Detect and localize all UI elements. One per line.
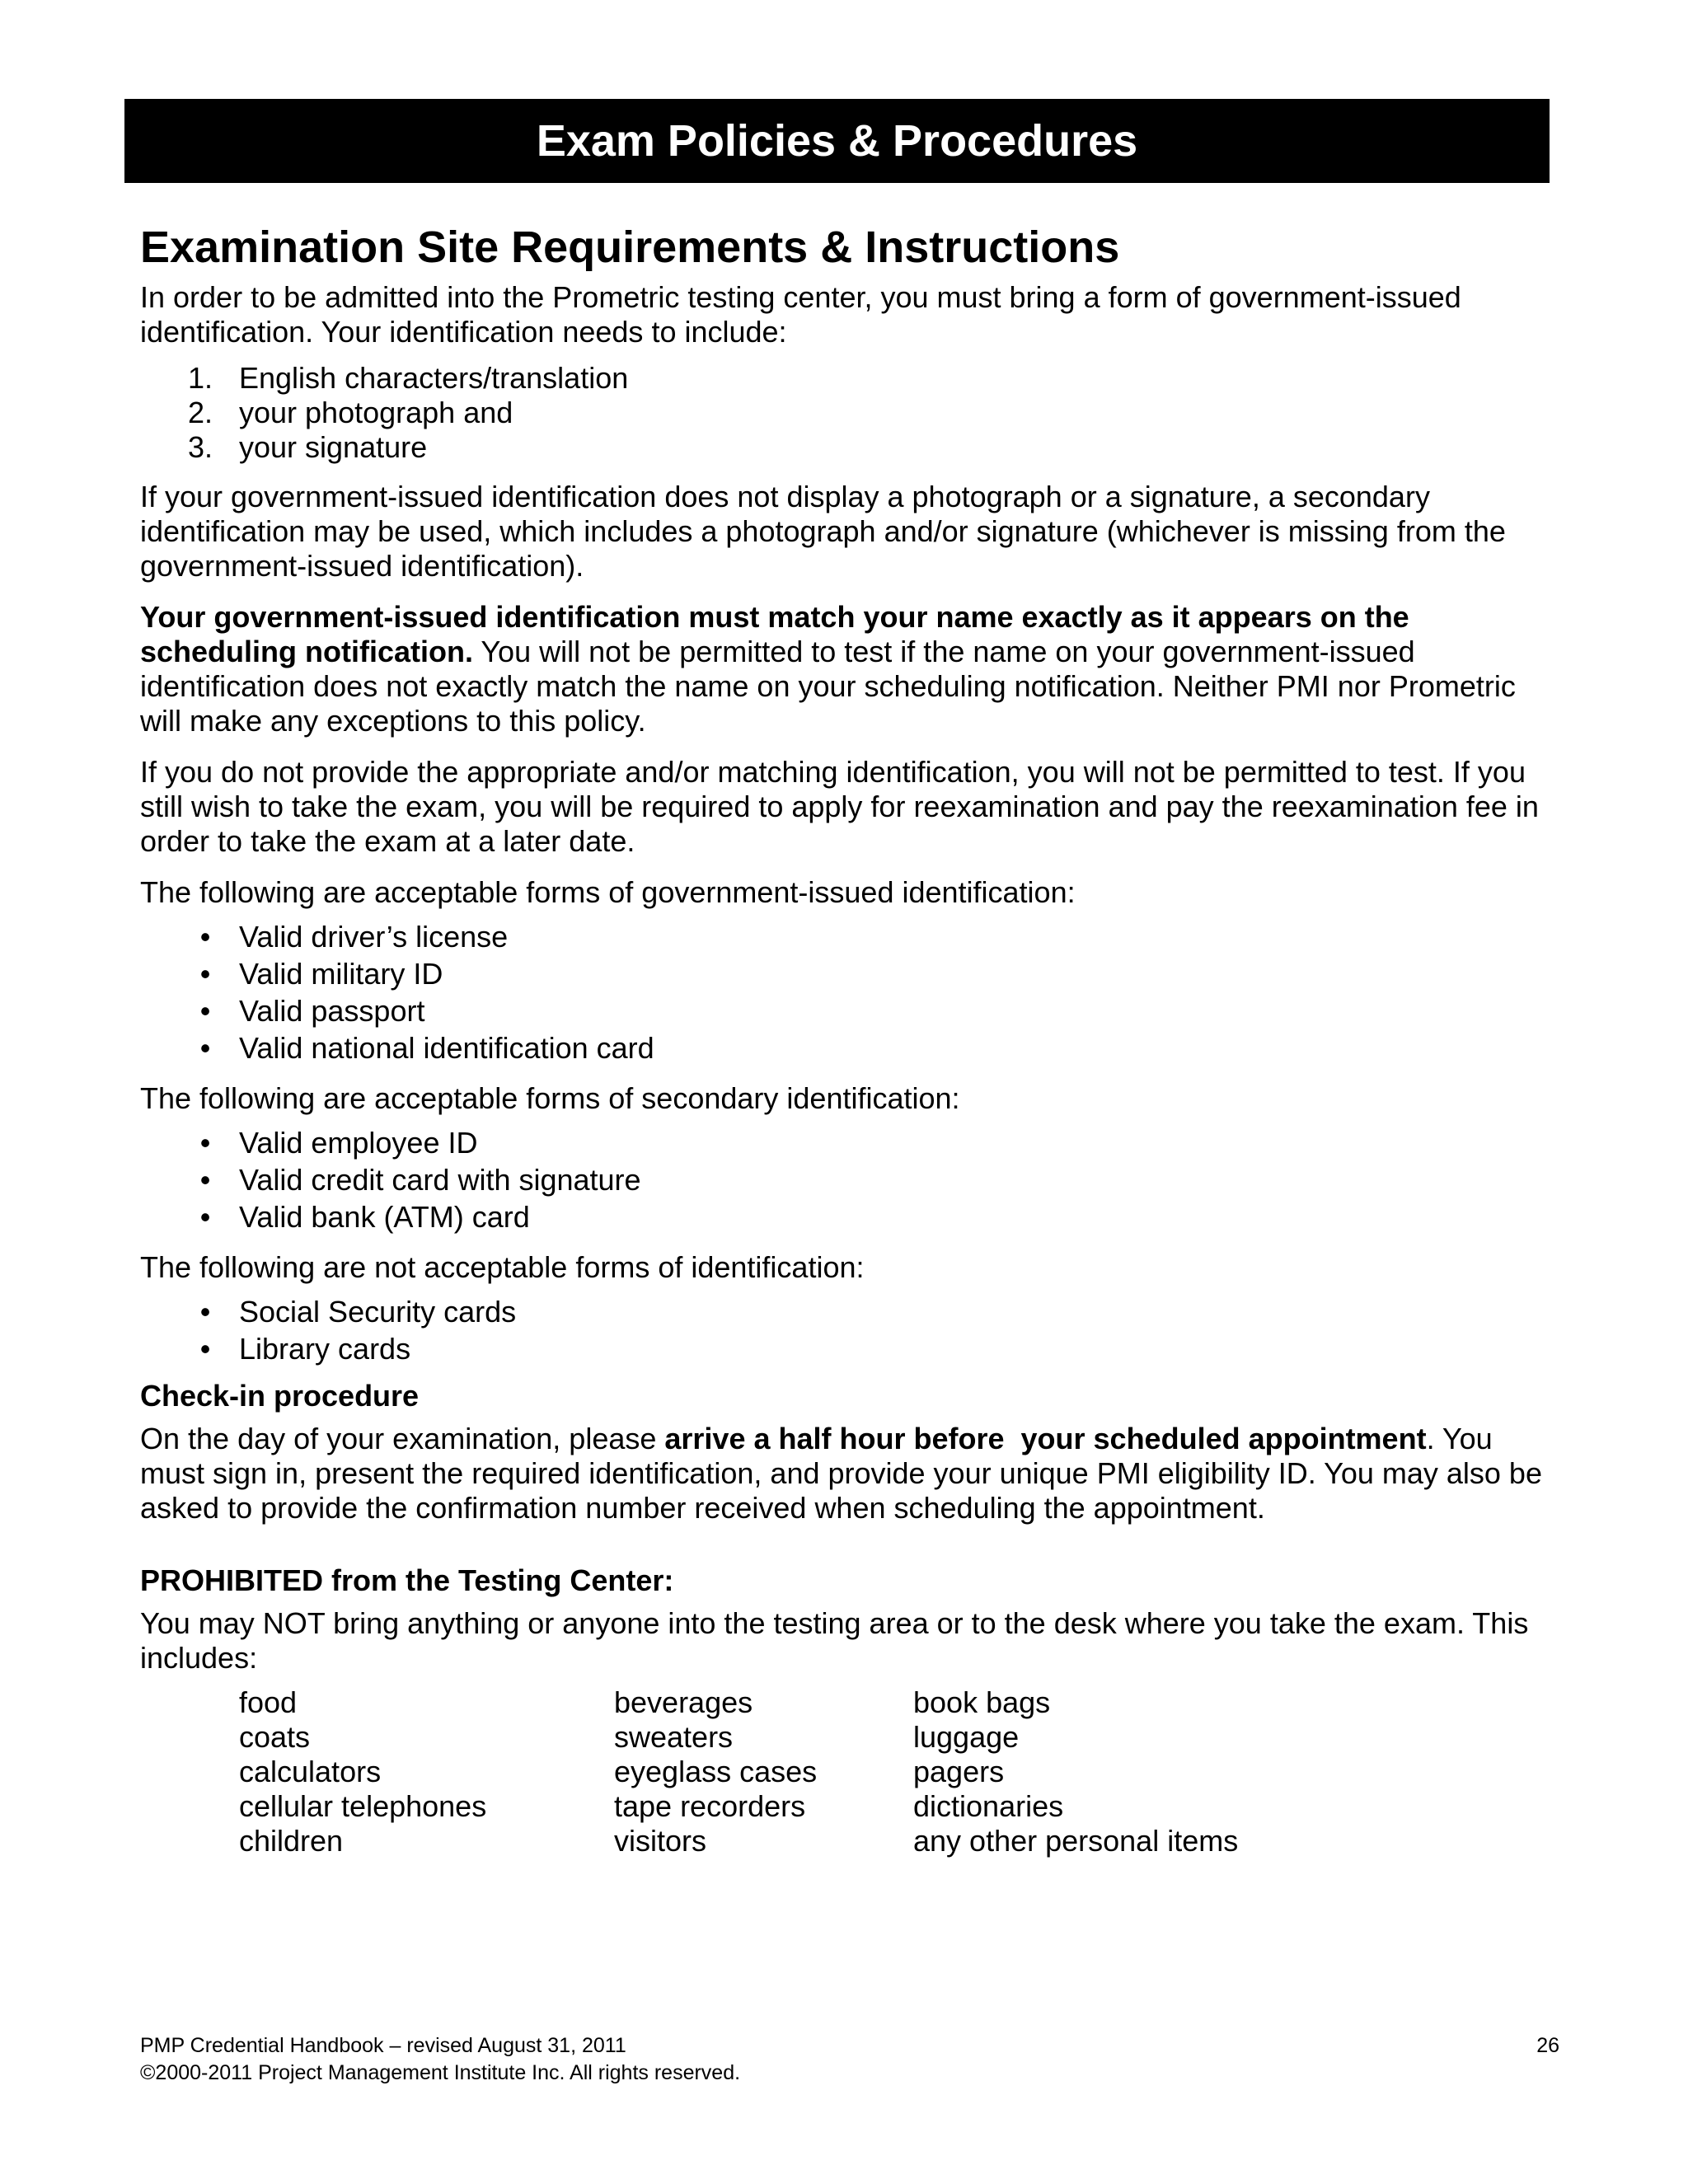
prohibited-item: calculators <box>239 1755 382 1788</box>
gov-id-intro: The following are acceptable forms of government-issued identification: <box>140 875 1076 909</box>
list-item-text: English characters/translation <box>239 361 629 395</box>
list-item <box>140 992 1558 1029</box>
no-id-paragraph: If you do not provide the appropriate and/or matching identification, you will not be permitted to test. If you still wish to take the exam, you will be required to apply for reexamination and pay the reexamination fee in order to take the exam at a later date. <box>140 755 1539 858</box>
bullet-icon: • <box>199 994 211 1028</box>
bullet-icon: • <box>199 1332 211 1366</box>
prohibited-item: book bags <box>913 1685 1051 1719</box>
prohibited-item: sweaters <box>614 1720 734 1754</box>
list-item <box>140 1198 1558 1235</box>
list-number: 3. <box>188 430 213 464</box>
list-number: 1. <box>188 361 213 395</box>
prohibited-item: visitors <box>614 1824 707 1858</box>
list-item-text: Valid passport <box>239 994 425 1028</box>
prohibited-item: luggage <box>913 1720 1020 1754</box>
prohibited-heading: PROHIBITED from the Testing Center: <box>140 1563 674 1597</box>
prohibited-item: tape recorders <box>614 1789 806 1823</box>
list-item <box>140 430 1558 465</box>
prohibited-item: children <box>239 1824 344 1858</box>
not-acceptable-intro: The following are not acceptable forms of identification: <box>140 1250 865 1284</box>
checkin-paragraph <box>140 1422 1558 1526</box>
prohibited-item: pagers <box>913 1755 1005 1788</box>
list-item <box>140 918 1558 955</box>
checkin-heading: Check-in procedure <box>140 1379 420 1413</box>
list-item <box>140 1124 1558 1161</box>
list-item-text: Library cards <box>239 1332 411 1366</box>
list-number: 2. <box>188 396 213 429</box>
prohibited-intro: You may NOT bring anything or anyone into the testing area or to the desk where you take the exam. This includes: <box>140 1606 1529 1675</box>
secondary-id-intro: The following are acceptable forms of secondary identification: <box>140 1081 960 1115</box>
prohibited-item: cellular telephones <box>239 1789 487 1823</box>
list-item-text: your signature <box>239 430 428 464</box>
bullet-icon: • <box>199 920 211 954</box>
requirements-list <box>140 361 1558 465</box>
not-acceptable-list <box>140 1293 1558 1367</box>
prohibited-item: eyeglass cases <box>614 1755 818 1788</box>
prohibited-item: coats <box>239 1720 311 1754</box>
prohibited-item: dictionaries <box>913 1789 1064 1823</box>
page-footer <box>140 2032 1559 2087</box>
bullet-icon: • <box>199 957 211 991</box>
name-match-bold: Your government-issued identification must match your name exactly as it appears on the scheduling notification. <box>140 600 1409 668</box>
list-item <box>140 396 1558 430</box>
main-content <box>140 221 1558 1858</box>
list-item-text: Valid bank (ATM) card <box>239 1200 530 1234</box>
list-item-text: Valid national identification card <box>239 1031 654 1065</box>
bullet-icon: • <box>199 1200 211 1234</box>
gov-id-list <box>140 918 1558 1066</box>
list-item-text: Valid employee ID <box>239 1126 478 1160</box>
bullet-icon: • <box>199 1031 211 1065</box>
bullet-icon: • <box>199 1295 211 1329</box>
prohibited-items-grid <box>239 1685 1558 1858</box>
name-match-rest: You will not be permitted to test if the name on your government-issued identification does not exactly match the name on your scheduling notification. Neither PMI nor Prometric will make any exceptions to this policy. <box>140 635 1516 738</box>
page-number: 26 <box>1536 2034 1559 2057</box>
footer-handbook: PMP Credential Handbook – revised August 31, 2011 <box>140 2034 626 2057</box>
list-item-text: your photograph and <box>239 396 513 429</box>
checkin-text-before: On the day of your examination, please <box>140 1422 665 1455</box>
prohibited-item: food <box>239 1685 298 1719</box>
list-item <box>140 1293 1558 1330</box>
list-item-text: Social Security cards <box>239 1295 517 1329</box>
list-item-text: Valid military ID <box>239 957 443 991</box>
secondary-id-list <box>140 1124 1558 1235</box>
list-item <box>140 361 1558 396</box>
footer-row <box>140 2032 1559 2060</box>
list-item <box>140 1161 1558 1198</box>
page-banner <box>124 99 1550 183</box>
banner-title: Exam Policies & Procedures <box>536 116 1138 166</box>
prohibited-item: any other personal items <box>913 1824 1239 1858</box>
secondary-note-paragraph: If your government-issued identification does not display a photograph or a signature, a secondary identification may be used, which includes a photograph and/or signature (whichever is missing from the government-issued identification). <box>140 480 1506 583</box>
list-item-text: Valid credit card with signature <box>239 1163 641 1197</box>
checkin-text-after: . You must sign in, present the required identification, and provide your unique PMI eligibility ID. You may also be asked to provide the confirmation number received when scheduling the appointment. <box>140 1422 1542 1525</box>
checkin-text-bold: arrive a half hour before your scheduled appointment <box>664 1422 1427 1455</box>
list-item <box>140 955 1558 992</box>
list-item-text: Valid driver’s license <box>239 920 509 954</box>
name-match-paragraph <box>140 600 1558 738</box>
list-item <box>140 1330 1558 1367</box>
section-title: Examination Site Requirements & Instructions <box>140 223 1120 272</box>
list-item <box>140 1029 1558 1066</box>
intro-paragraph: In order to be admitted into the Prometric testing center, you must bring a form of government-issued identification. Your identification needs to include: <box>140 280 1461 349</box>
footer-copyright: ©2000-2011 Project Management Institute Inc. All rights reserved. <box>140 2061 741 2084</box>
bullet-icon: • <box>199 1126 211 1160</box>
bullet-icon: • <box>199 1163 211 1197</box>
prohibited-item: beverages <box>614 1685 753 1719</box>
